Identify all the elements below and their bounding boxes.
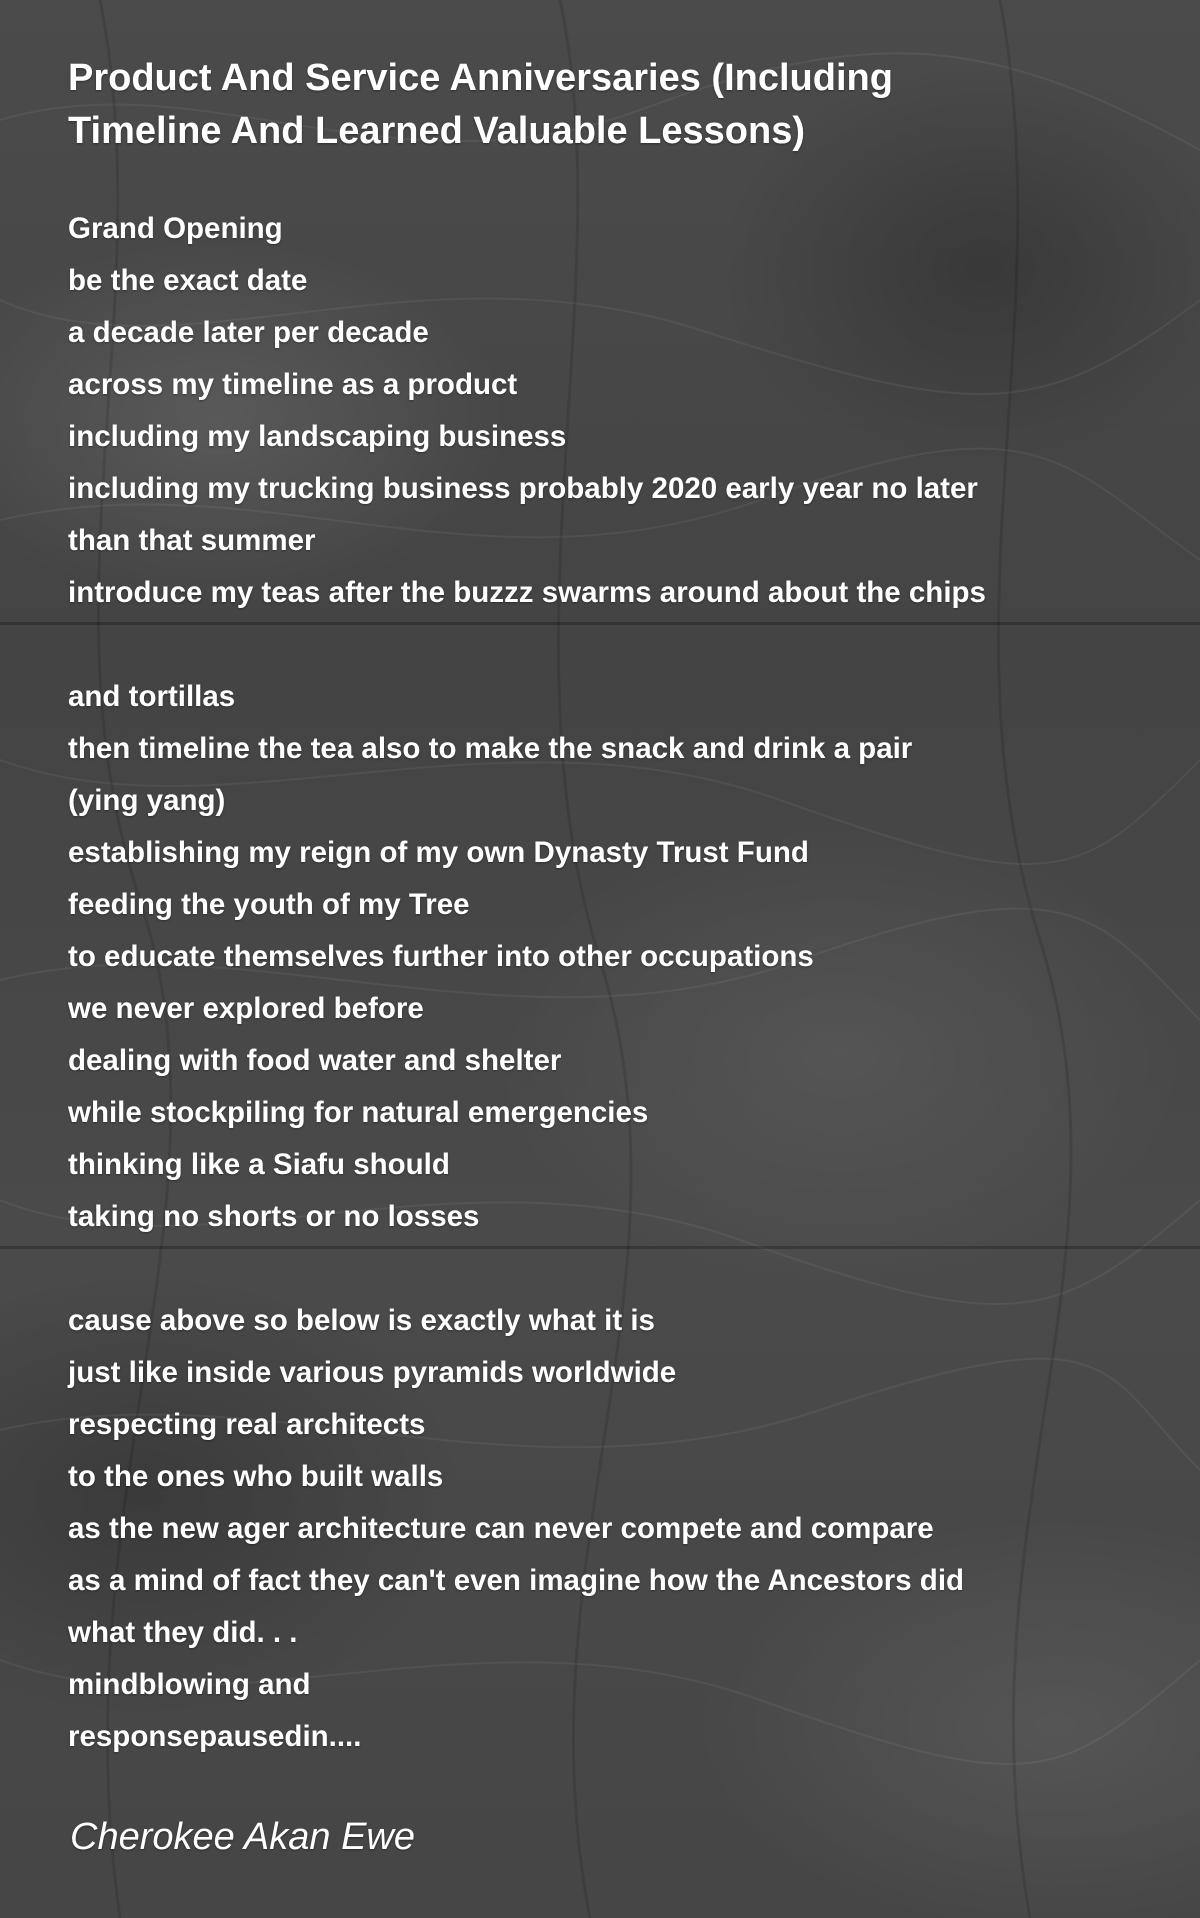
poem-title-line: Product And Service Anniversaries (Including <box>68 57 893 99</box>
stanza-break <box>68 1243 1168 1295</box>
poem-line: taking no shorts or no losses <box>68 1200 480 1233</box>
poem-line: just like inside various pyramids worldwide <box>68 1356 677 1389</box>
poem-line: establishing my reign of my own Dynasty Trust Fund <box>68 836 809 869</box>
poem-line: including my landscaping business <box>68 420 567 453</box>
poem-line: respecting real architects <box>68 1408 426 1441</box>
poem-line: Grand Opening <box>68 212 283 245</box>
poem-line: a decade later per decade <box>68 316 429 349</box>
poem-line: to educate themselves further into other occupations <box>68 940 814 973</box>
poem-line: as the new ager architecture can never compete and compare <box>68 1512 934 1545</box>
poem-line: while stockpiling for natural emergencies <box>68 1096 649 1129</box>
poem-line: introduce my teas after the buzzz swarms around about the chips <box>68 576 986 609</box>
poem-line: then timeline the tea also to make the snack and drink a pair <box>68 732 913 765</box>
poem-title <box>68 52 1148 158</box>
poem-line: dealing with food water and shelter <box>68 1044 562 1077</box>
poem-line: as a mind of fact they can't even imagine how the Ancestors did <box>68 1564 965 1597</box>
poem-line: across my timeline as a product <box>68 368 518 401</box>
poem-line: responsepausedin.... <box>68 1720 362 1753</box>
poem-body <box>68 203 1168 1763</box>
poem-line: and tortillas <box>68 680 236 713</box>
poem-line: than that summer <box>68 524 316 557</box>
poem-line: cause above so below is exactly what it is <box>68 1304 655 1337</box>
poem-line: we never explored before <box>68 992 424 1025</box>
poem-line: to the ones who built walls <box>68 1460 444 1493</box>
poem-author: Cherokee Akan Ewe <box>70 1816 416 1858</box>
poem-title-line: Timeline And Learned Valuable Lessons) <box>68 110 805 152</box>
poem-line: be the exact date <box>68 264 308 297</box>
stanza-break <box>68 619 1168 671</box>
poem-line: feeding the youth of my Tree <box>68 888 470 921</box>
poem-line: what they did. . . <box>68 1616 298 1649</box>
poem-line: thinking like a Siafu should <box>68 1148 450 1181</box>
poem-line: including my trucking business probably 2020 early year no later <box>68 472 978 505</box>
poem-line: (ying yang) <box>68 784 226 817</box>
poem-line: mindblowing and <box>68 1668 311 1701</box>
